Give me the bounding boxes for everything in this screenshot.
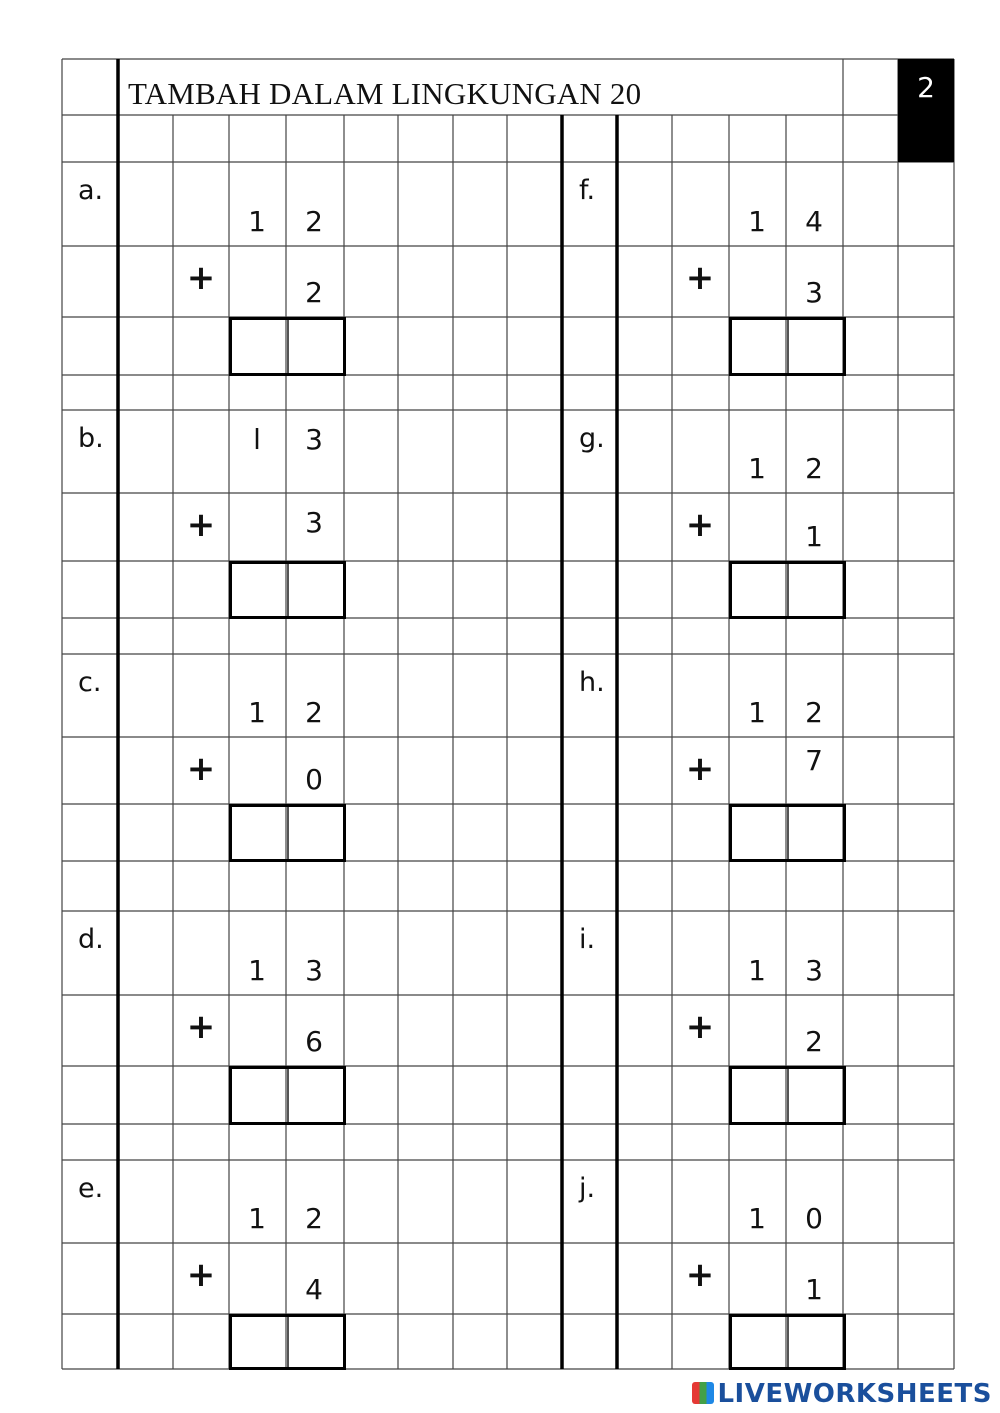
addend2-ones-digit: 1 — [805, 1273, 823, 1306]
answer-box-divider — [287, 564, 289, 616]
problem-label: c. — [78, 667, 102, 698]
answer-box-divider — [287, 1069, 289, 1122]
answer-box-divider — [287, 807, 289, 859]
liveworksheets-logo-icon — [692, 1382, 714, 1404]
answer-box-divider — [787, 564, 789, 616]
plus-sign: + — [186, 1007, 216, 1047]
plus-sign: + — [685, 749, 715, 789]
plus-sign: + — [186, 749, 216, 789]
addend1-tens-digit: 1 — [748, 954, 766, 987]
answer-box[interactable] — [229, 561, 346, 619]
plus-sign: + — [186, 258, 216, 298]
answer-box[interactable] — [729, 1066, 846, 1125]
addend2-ones-digit: 2 — [305, 276, 323, 309]
plus-sign: + — [186, 505, 216, 545]
problem-label: d. — [78, 924, 104, 955]
problem-label: e. — [78, 1173, 104, 1204]
addend1-tens-digit: 1 — [248, 954, 266, 987]
plus-sign: + — [685, 1255, 715, 1295]
answer-box[interactable] — [729, 1314, 846, 1370]
addend1-ones-digit: 3 — [305, 423, 323, 456]
addend1-tens-digit: 1 — [248, 205, 266, 238]
addend1-tens-digit: 1 — [748, 696, 766, 729]
addend1-tens-digit: 1 — [248, 1202, 266, 1235]
answer-box-divider — [787, 1317, 789, 1367]
addend1-ones-digit: 2 — [305, 205, 323, 238]
answer-box[interactable] — [229, 1066, 346, 1125]
addend1-tens-digit: 1 — [748, 1202, 766, 1235]
addend1-tens-digit: 1 — [748, 205, 766, 238]
addend1-ones-digit: 0 — [805, 1202, 823, 1235]
problem-label: j. — [579, 1173, 596, 1204]
answer-box-divider — [787, 1069, 789, 1122]
answer-box[interactable] — [729, 804, 846, 862]
footer-brand — [692, 1379, 992, 1409]
answer-box-divider — [287, 1317, 289, 1367]
answer-box-divider — [287, 320, 289, 373]
problem-label: a. — [78, 175, 104, 206]
addend1-tens-digit: l — [253, 423, 261, 456]
problem-label: g. — [579, 423, 605, 454]
answer-box[interactable] — [229, 317, 346, 376]
answer-box[interactable] — [729, 317, 846, 376]
footer-brand-text: LIVEWORKSHEETS — [717, 1379, 992, 1409]
problem-label: f. — [579, 175, 596, 206]
addend2-ones-digit: 0 — [305, 763, 323, 796]
addend1-tens-digit: 1 — [748, 452, 766, 485]
problem-label: b. — [78, 423, 104, 454]
answer-box[interactable] — [229, 1314, 346, 1370]
addend1-ones-digit: 4 — [805, 205, 823, 238]
worksheet-title: TAMBAH DALAM LINGKUNGAN 20 — [128, 76, 642, 111]
answer-box[interactable] — [729, 561, 846, 619]
addend2-ones-digit: 1 — [805, 520, 823, 553]
addend1-ones-digit: 2 — [305, 1202, 323, 1235]
addend1-ones-digit: 3 — [305, 954, 323, 987]
addend2-ones-digit: 4 — [305, 1273, 323, 1306]
addend2-ones-digit: 6 — [305, 1025, 323, 1058]
addend1-ones-digit: 2 — [805, 452, 823, 485]
plus-sign: + — [685, 1007, 715, 1047]
answer-box-divider — [787, 807, 789, 859]
page-number-badge: 2 — [898, 59, 954, 162]
addend2-ones-digit: 2 — [805, 1025, 823, 1058]
answer-box[interactable] — [229, 804, 346, 862]
addend1-ones-digit: 2 — [305, 696, 323, 729]
answer-box-divider — [787, 320, 789, 373]
addend2-ones-digit: 3 — [305, 506, 323, 539]
addend1-ones-digit: 3 — [805, 954, 823, 987]
addend1-ones-digit: 2 — [805, 696, 823, 729]
problem-label: i. — [579, 924, 596, 955]
problem-label: h. — [579, 667, 605, 698]
plus-sign: + — [186, 1255, 216, 1295]
addend2-ones-digit: 7 — [805, 744, 823, 777]
addend1-tens-digit: 1 — [248, 696, 266, 729]
plus-sign: + — [685, 258, 715, 298]
plus-sign: + — [685, 505, 715, 545]
addend2-ones-digit: 3 — [805, 276, 823, 309]
